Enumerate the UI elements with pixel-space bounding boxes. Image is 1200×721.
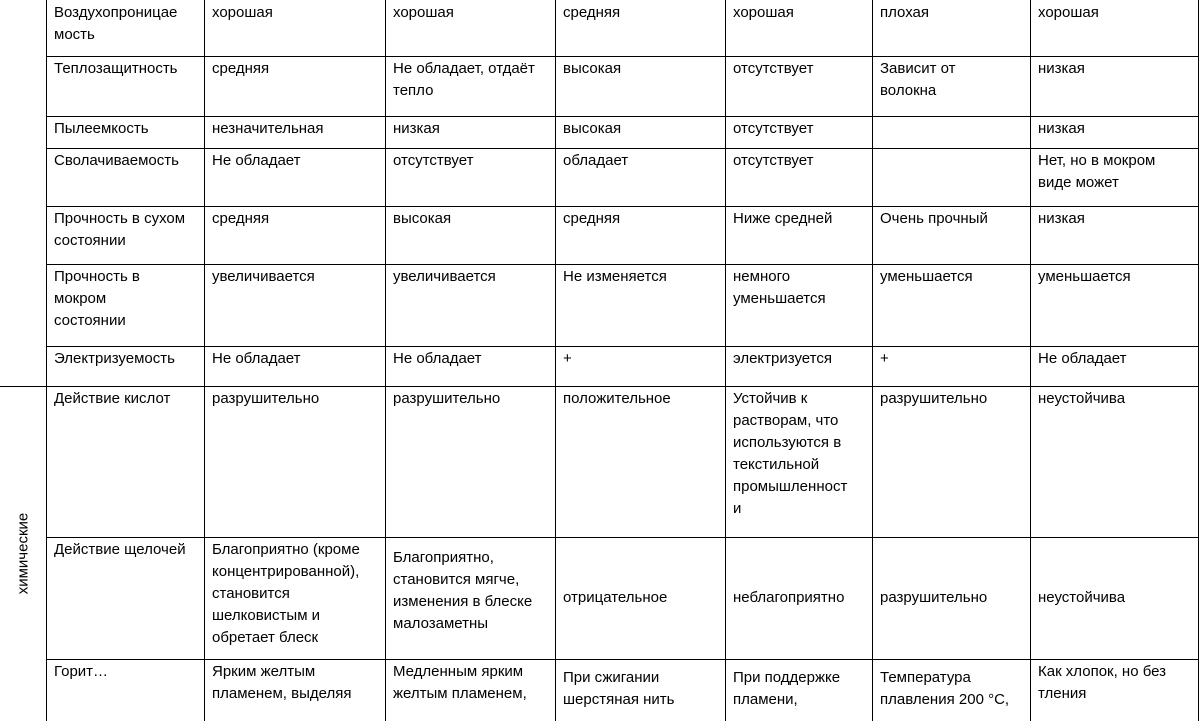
table-cell: электризуется	[733, 350, 832, 367]
category-label-chemical	[0, 386, 46, 721]
table-cell: обладает	[563, 152, 629, 169]
table-cell: незначительная	[212, 120, 324, 137]
property-name-cell: Электризуемость	[54, 350, 175, 367]
row-divider	[46, 264, 1199, 265]
table-cell: +	[880, 350, 889, 367]
table-cell: При сжигании шерстяная нить	[563, 669, 675, 708]
table-cell: Ниже средней	[733, 210, 833, 227]
table-cell: неустойчива	[1038, 390, 1126, 407]
table-cell: отсутствует	[733, 120, 814, 137]
column-divider	[1198, 0, 1199, 721]
table-cell: положительное	[563, 390, 671, 407]
row-divider	[0, 386, 1199, 387]
table-cell: разрушительно	[393, 390, 501, 407]
row-divider	[46, 206, 1199, 207]
table-cell: низкая	[393, 120, 440, 137]
property-name-cell: Горит…	[54, 663, 109, 680]
table-cell: хорошая	[1038, 4, 1099, 21]
table-cell: отсутствует	[733, 60, 814, 77]
table-cell: Зависит от волокна	[880, 60, 956, 99]
table-cell: средняя	[212, 60, 270, 77]
table-cell: разрушительно	[212, 390, 320, 407]
property-name-cell: Теплозащитность	[54, 60, 178, 77]
table-cell: Не обладает	[393, 350, 482, 367]
table-cell: отсутствует	[733, 152, 814, 169]
table-cell: высокая	[393, 210, 452, 227]
property-name-cell: Пылеемкость	[54, 120, 149, 137]
table-cell: Очень прочный	[880, 210, 988, 227]
row-divider	[46, 56, 1199, 57]
table-cell: Медленным ярким желтым пламенем,	[393, 663, 527, 702]
table-cell: низкая	[1038, 210, 1085, 227]
table-cell: низкая	[1038, 60, 1085, 77]
table-cell	[880, 118, 1026, 147]
table-cell: высокая	[563, 120, 622, 137]
table-cell: средняя	[212, 210, 270, 227]
column-divider	[46, 0, 47, 721]
table-cell: хорошая	[733, 4, 794, 21]
table-cell: низкая	[1038, 120, 1085, 137]
column-divider	[555, 0, 556, 721]
row-divider	[46, 659, 1199, 660]
category-label-text: химические	[14, 512, 32, 595]
property-name-cell: Действие щелочей	[54, 541, 186, 558]
table-cell: отрицательное	[563, 589, 668, 606]
table-cell: Благоприятно (кроме концентрированной), становится шелковистым и обретает блеск	[212, 541, 360, 646]
column-divider	[385, 0, 386, 721]
table-cell: средняя	[563, 4, 621, 21]
table-cell: Не обладает, отдаёт тепло	[393, 60, 535, 99]
table-cell: средняя	[563, 210, 621, 227]
table-cell: Нет, но в мокром виде может	[1038, 152, 1156, 191]
table-cell: При поддержке пламени,	[733, 669, 841, 708]
table-cell: хорошая	[393, 4, 454, 21]
property-name-cell: Прочность в мокром состоянии	[54, 268, 140, 329]
table-cell: Не обладает	[212, 350, 301, 367]
table-cell: Не изменяется	[563, 268, 667, 285]
table-cell: уменьшается	[880, 268, 973, 285]
table-cell: разрушительно	[880, 589, 988, 606]
table-cell: неблагоприятно	[733, 589, 845, 606]
table-cell: высокая	[563, 60, 622, 77]
table-cell: отсутствует	[393, 152, 474, 169]
table-cell: +	[563, 350, 572, 367]
property-name-cell: Воздухопроницае мость	[54, 4, 178, 43]
table-cell	[880, 150, 1026, 205]
table-cell: увеличивается	[212, 268, 315, 285]
table-cell: хорошая	[212, 4, 273, 21]
table-cell: плохая	[880, 4, 930, 21]
table-cell: Благоприятно, становится мягче, изменения в блеске малозаметны	[393, 549, 533, 632]
table-cell: Не обладает	[212, 152, 301, 169]
table-cell: уменьшается	[1038, 268, 1131, 285]
property-name-cell: Сволачиваемость	[54, 152, 179, 169]
table-cell: разрушительно	[880, 390, 988, 407]
table-cell: Не обладает	[1038, 350, 1127, 367]
table-cell: Как хлопок, но без тления	[1038, 663, 1167, 702]
table-cell: увеличивается	[393, 268, 496, 285]
row-divider	[46, 537, 1199, 538]
property-name-cell: Действие кислот	[54, 390, 171, 407]
table-cell: неустойчива	[1038, 589, 1126, 606]
table-cell: Устойчив к растворам, что используются в текстильной промышленност и	[733, 390, 848, 517]
table-cell: немного уменьшается	[733, 268, 826, 307]
property-name-cell: Прочность в сухом состоянии	[54, 210, 186, 249]
column-divider	[204, 0, 205, 721]
column-divider	[872, 0, 873, 721]
table-cell: Ярким желтым пламенем, выделяя	[212, 663, 352, 702]
column-divider	[1030, 0, 1031, 721]
row-divider	[46, 116, 1199, 117]
row-divider	[46, 148, 1199, 149]
column-divider	[725, 0, 726, 721]
table-cell: Температура плавления 200 °С,	[880, 669, 1010, 708]
row-divider	[46, 346, 1199, 347]
